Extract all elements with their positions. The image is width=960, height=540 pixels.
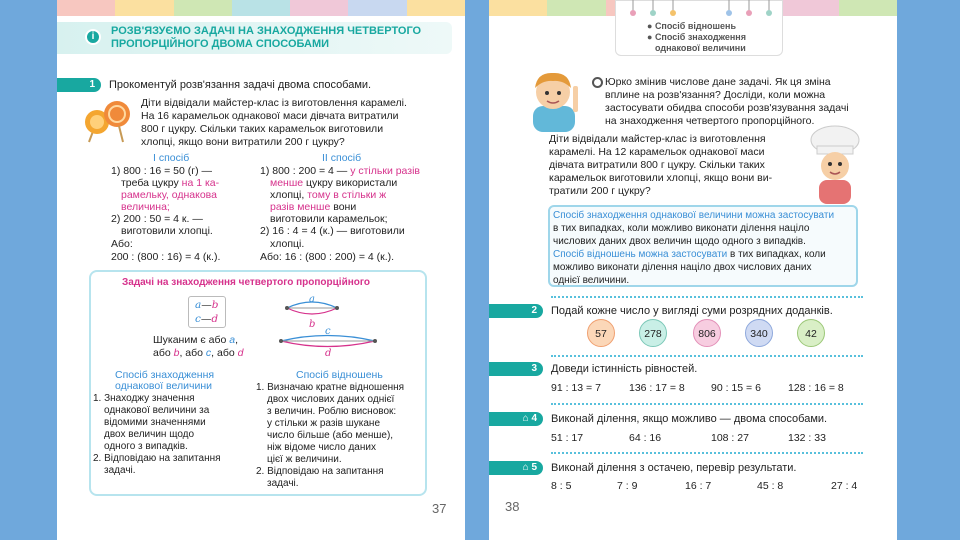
page-number-left: 37 bbox=[432, 501, 447, 516]
task3-title: Доведи істинність рівностей. bbox=[551, 363, 698, 375]
equation-1: 91 : 13 = 7 bbox=[551, 382, 601, 394]
lesson-title-line2: ПРОПОРЦІЙНОГО ДВОМА СПОСОБАМИ bbox=[111, 38, 330, 50]
rule-box-title: Задачі на знаходження четвертого пропорційного bbox=[122, 277, 371, 288]
top-color-strip bbox=[57, 0, 465, 16]
divider bbox=[551, 403, 863, 405]
task-number-5: ⌂ 5 bbox=[489, 461, 543, 475]
task-number-4: ⌂ 4 bbox=[489, 412, 543, 426]
page-number-right: 38 bbox=[505, 499, 520, 514]
diagram-label-b: b bbox=[309, 319, 316, 330]
task-number-3: 3 bbox=[489, 362, 543, 376]
division-3: 108 : 27 bbox=[711, 432, 749, 444]
division-4: 132 : 33 bbox=[788, 432, 826, 444]
number-circle-278: 278 bbox=[639, 319, 667, 347]
diagram-label-a: a bbox=[309, 294, 315, 305]
divider bbox=[551, 355, 863, 357]
task1-title: Прокоментуй розв'язання задачі двома способами. bbox=[109, 79, 372, 91]
pair-cd: c—d bbox=[195, 313, 219, 325]
equation-3: 90 : 15 = 6 bbox=[711, 382, 761, 394]
remainder-5: 27 : 4 bbox=[831, 480, 858, 492]
divider bbox=[551, 452, 863, 454]
task5-title: Виконай ділення з остачею, перевір результати. bbox=[551, 462, 797, 474]
proportion-diagram bbox=[267, 292, 397, 358]
task-number-2: 2 bbox=[489, 304, 543, 318]
info-icon: i bbox=[85, 29, 101, 45]
diagram-label-d: d bbox=[325, 348, 332, 358]
method1-heading: І спосіб bbox=[153, 152, 190, 164]
equation-4: 128 : 16 = 8 bbox=[788, 382, 844, 394]
left-page: i РОЗВ'ЯЗУЄМО ЗАДАЧІ НА ЗНАХОДЖЕННЯ ЧЕТВЕРТОГО ПРОПОРЦІЙНОГО ДВОМА СПОСОБАМИ 1 Прокоментуй розв'язання задачі двома способами. Діти відвідали майстер-клас із виготовлення карамелі. На 16 карамельок однакової маси дівчата витратили 800 г цукру. Скільки таких карамельок виготовили хлопці, якщо вони витратили 200 г цукру? І спосіб 1) 800 : 16 = 50 (г) — треба цукру на 1 ка- рамельку, однакова величина; 2) 200 : 50 = 4 к. — виготовили хлопці. Або: 200 : (800 : 16) = 4 (к.). ІІ спосіб 1) 800 : 200 = 4 — у стільки разів менше цукру використали хлопці, тому в стільки ж разів менше вони виготовили карамельок; 2) 16 : 4 = 4 (к.) — виготовили хлопці. Або: 16 : (800 : 200) = 4 (к.). Задачі на знаходження четвертого пропорційного a—b c—d a b c d Шуканим є або a, або b, або c, або d Спосіб знаходження однакової величини 1. Знаходжу значення однакової величини за відомими значеннями двох величин щодо одного з випадків. 2. Відповідаю на запитання задачі. Спосіб відношень 1. Визначаю кратне відношення двох числових даних однієї з величин. Роблю висновок: у стільки ж разів шукане число більше (або менше), ніж відоме число даних цієї ж величини. 2. Відповідаю на запитання задачі. 37 bbox=[57, 0, 465, 540]
sought-line1: Шуканим є або a, bbox=[153, 334, 238, 346]
abacus-decoration bbox=[621, 0, 777, 18]
task4-title: Виконай ділення, якщо можливо — двома способами. bbox=[551, 413, 828, 425]
remainder-2: 7 : 9 bbox=[617, 480, 638, 492]
remainder-1: 8 : 5 bbox=[551, 480, 572, 492]
magnifier-icon bbox=[592, 77, 603, 88]
boy-yurko-illustration bbox=[523, 66, 589, 132]
equation-2: 136 : 17 = 8 bbox=[629, 382, 685, 394]
pair-ab: a—b bbox=[195, 299, 219, 311]
lesson-title-line1: РОЗВ'ЯЗУЄМО ЗАДАЧІ НА ЗНАХОДЖЕННЯ ЧЕТВЕРТОГО bbox=[111, 25, 422, 37]
division-1: 51 : 17 bbox=[551, 432, 584, 444]
number-circle-806: 806 bbox=[693, 319, 721, 347]
task-number-1: 1 bbox=[57, 78, 101, 92]
number-circle-42: 42 bbox=[797, 319, 825, 347]
remainder-3: 16 : 7 bbox=[685, 480, 712, 492]
divider bbox=[551, 296, 863, 298]
task2-title: Подай кожне число у вигляді суми розрядних доданків. bbox=[551, 305, 833, 317]
sought-line2: або b, або c, або d bbox=[153, 347, 244, 359]
candy-illustration bbox=[79, 98, 135, 144]
diagram-label-c: c bbox=[325, 326, 331, 337]
division-2: 64 : 16 bbox=[629, 432, 662, 444]
remainder-4: 45 : 8 bbox=[757, 480, 784, 492]
chef-boy-illustration bbox=[803, 124, 867, 204]
right-page: ● Спосіб відношень ● Спосіб знаходження однакової величини Юрко змінив числове дане задачі. Як ця зміна вплине на розв'язання? Досліди, коли можна застосувати обидва способи розв'язування задачі на знаходження четвертого пропорційного. Діти відвідали майстер-клас із виготовлення карамелі. На 12 карамельок однакової маси дівчата витратили 800 г цукру. Скільки таких карамельок виготовили хлопці, якщо вони ви- тратили 200 г цукру? Спосіб знаходження однакової величини можна застосувати в тих випадках, коли можливо виконати ділення націло числових даних двох величин щодо одного з випадків. Спосіб відношень можна застосувати в тих випадках, коли можливо виконати ділення націло двох числових даних однієї величини. 2 Подай кожне число у вигляді суми розрядних доданків. 57 278 806 340 42 3 Доведи істинність рівностей. 91 : 13 = 7 136 : 17 = 8 90 : 15 = 6 128 : 16 = 8 ⌂ 4 Виконай ділення, якщо можливо — двома способами. 51 : 17 64 : 16 108 : 27 132 : 33 ⌂ 5 Виконай ділення з остачею, перевір результати. 8 : 5 7 : 9 16 : 7 45 : 8 27 : 4 38 bbox=[489, 0, 897, 540]
number-circle-57: 57 bbox=[587, 319, 615, 347]
method2-heading: ІІ спосіб bbox=[322, 152, 362, 164]
number-circle-340: 340 bbox=[745, 319, 773, 347]
